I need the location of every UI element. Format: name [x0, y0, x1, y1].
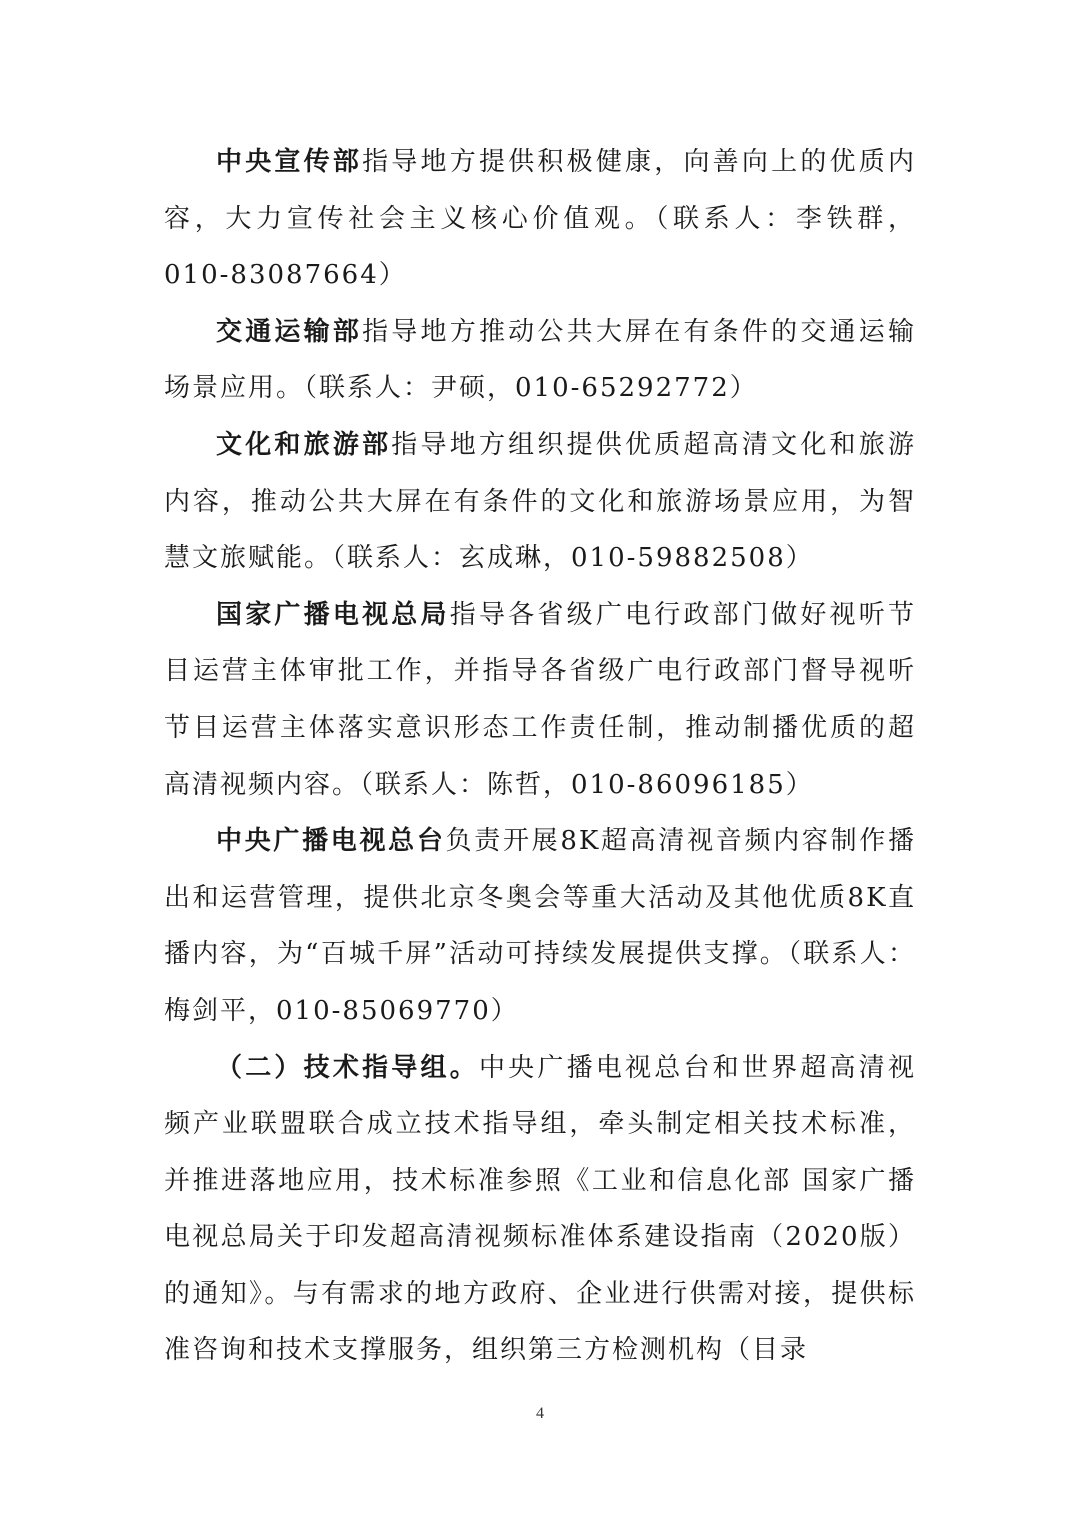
paragraph-lead: 国家广播电视总局 — [216, 599, 450, 630]
paragraph-text: 指导地方提供积极健康，向善向上的优质内容，大力宣传社会主义核心价值观。（联系人：李铁群，010-83087664） — [164, 147, 916, 291]
paragraph-lead: 文化和旅游部 — [216, 429, 392, 460]
paragraph-central-broadcasting — [164, 813, 916, 1039]
paragraph-text: 中央广播电视总台和世界超高清视频产业联盟联合成立技术指导组，牵头制定相关技术标准，并推进落地应用，技术标准参照《工业和信息化部 国家广播电视总局关于印发超高清视频标准体系建设指南（2020版）的通知》。与有需求的地方政府、企业进行供需对接，提供标准咨询和技术支撑服务，组织第三方检测机构（目录 — [164, 1052, 916, 1366]
paragraph-lead: 中央广播电视总台 — [216, 826, 446, 857]
document-body — [164, 134, 916, 1379]
paragraph-text: 负责开展8K超高清视音频内容制作播出和运营管理，提供北京冬奥会等重大活动及其他优质8K直播内容，为“百城千屏”活动可持续发展提供支撑。（联系人：梅剑平，010-85069770） — [164, 826, 916, 1026]
paragraph-lead: 中央宣传部 — [216, 147, 363, 177]
paragraph-text: 指导地方组织提供优质超高清文化和旅游内容，推动公共大屏在有条件的文化和旅游场景应用，为智慧文旅赋能。（联系人：玄成琳，010-59882508） — [164, 429, 916, 574]
paragraph-culture-tourism-ministry — [164, 417, 916, 587]
paragraph-text: 指导各省级广电行政部门做好视听节目运营主体审批工作，并指导各省级广电行政部门督导视听节目运营主体落实意识形态工作责任制，推动制播优质的超高清视频内容。（联系人：陈哲，010-86096185） — [164, 599, 916, 800]
page-number: 4 — [536, 1405, 544, 1422]
paragraph-propaganda-dept — [164, 134, 916, 304]
paragraph-text: 指导地方推动公共大屏在有条件的交通运输场景应用。（联系人：尹硕，010-65292772） — [164, 316, 916, 404]
paragraph-lead: （二）技术指导组。 — [216, 1052, 479, 1083]
paragraph-radio-tv-administration — [164, 587, 916, 813]
paragraph-lead: 交通运输部 — [216, 316, 363, 347]
paragraph-technical-guidance-group — [164, 1040, 916, 1380]
paragraph-transport-ministry — [164, 304, 916, 417]
